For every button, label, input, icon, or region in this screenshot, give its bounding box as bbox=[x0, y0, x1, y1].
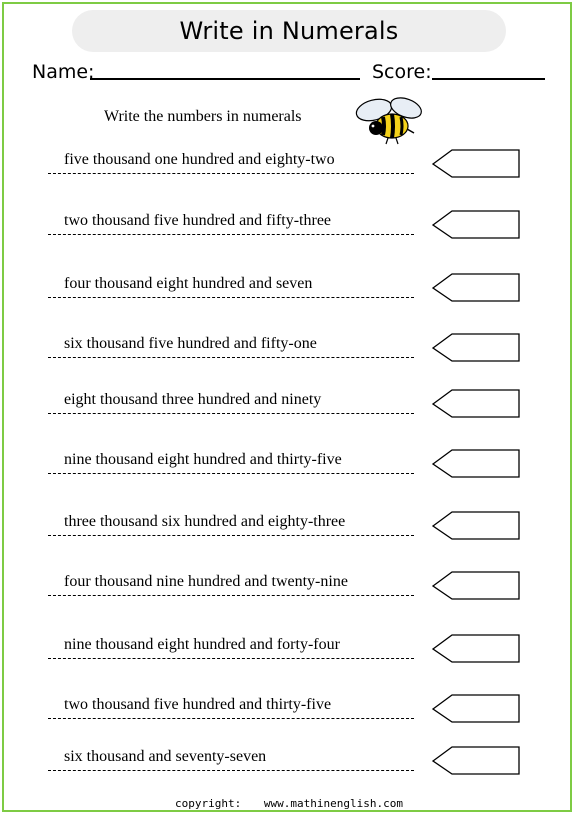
answer-box[interactable] bbox=[432, 634, 522, 664]
question-text: three thousand six hundred and eighty-three bbox=[64, 513, 346, 530]
score-label: Score: bbox=[372, 61, 432, 83]
dotted-line bbox=[48, 173, 414, 174]
question-row bbox=[0, 451, 578, 491]
answer-box[interactable] bbox=[432, 149, 522, 179]
question-row bbox=[0, 636, 578, 676]
question-row bbox=[0, 391, 578, 431]
name-field[interactable] bbox=[90, 78, 360, 80]
question-row bbox=[0, 748, 578, 788]
question-text: six thousand and seventy-seven bbox=[64, 748, 267, 765]
question-row bbox=[0, 212, 578, 252]
dotted-line bbox=[48, 770, 414, 771]
answer-box[interactable] bbox=[432, 571, 522, 601]
question-text: two thousand five hundred and thirty-five bbox=[64, 696, 332, 713]
question-text: five thousand one hundred and eighty-two bbox=[64, 151, 335, 168]
answer-box[interactable] bbox=[432, 210, 522, 240]
question-row bbox=[0, 696, 578, 736]
site-link[interactable]: www.mathinenglish.com bbox=[263, 797, 403, 810]
answer-box[interactable] bbox=[432, 694, 522, 724]
question-row bbox=[0, 513, 578, 553]
dotted-line bbox=[48, 595, 414, 596]
dotted-line bbox=[48, 413, 414, 414]
question-row bbox=[0, 151, 578, 191]
question-text: nine thousand eight hundred and thirty-five bbox=[64, 451, 342, 468]
instruction-text: Write the numbers in numerals bbox=[104, 108, 302, 125]
answer-box[interactable] bbox=[432, 273, 522, 303]
score-field[interactable] bbox=[432, 78, 545, 80]
copyright-label: copyright: bbox=[175, 797, 242, 810]
dotted-line bbox=[48, 535, 414, 536]
question-text: two thousand five hundred and fifty-three bbox=[64, 212, 332, 229]
dotted-line bbox=[48, 718, 414, 719]
answer-box[interactable] bbox=[432, 389, 522, 419]
question-text: six thousand five hundred and fifty-one bbox=[64, 335, 317, 352]
question-text: four thousand eight hundred and seven bbox=[64, 275, 313, 292]
dotted-line bbox=[48, 234, 414, 235]
name-label: Name: bbox=[32, 61, 95, 83]
dotted-line bbox=[48, 473, 414, 474]
bee-icon bbox=[352, 96, 424, 148]
answer-box[interactable] bbox=[432, 449, 522, 479]
dotted-line bbox=[48, 658, 414, 659]
question-text: eight thousand three hundred and ninety bbox=[64, 391, 322, 408]
page-title: Write in Numerals bbox=[179, 17, 399, 45]
question-row bbox=[0, 275, 578, 315]
question-row bbox=[0, 335, 578, 375]
answer-box[interactable] bbox=[432, 746, 522, 776]
question-text: nine thousand eight hundred and forty-four bbox=[64, 636, 340, 653]
question-row bbox=[0, 573, 578, 613]
question-text: four thousand nine hundred and twenty-nine bbox=[64, 573, 348, 590]
answer-box[interactable] bbox=[432, 333, 522, 363]
dotted-line bbox=[48, 357, 414, 358]
title-banner bbox=[72, 10, 506, 52]
dotted-line bbox=[48, 297, 414, 298]
footer bbox=[0, 797, 578, 810]
answer-box[interactable] bbox=[432, 511, 522, 541]
